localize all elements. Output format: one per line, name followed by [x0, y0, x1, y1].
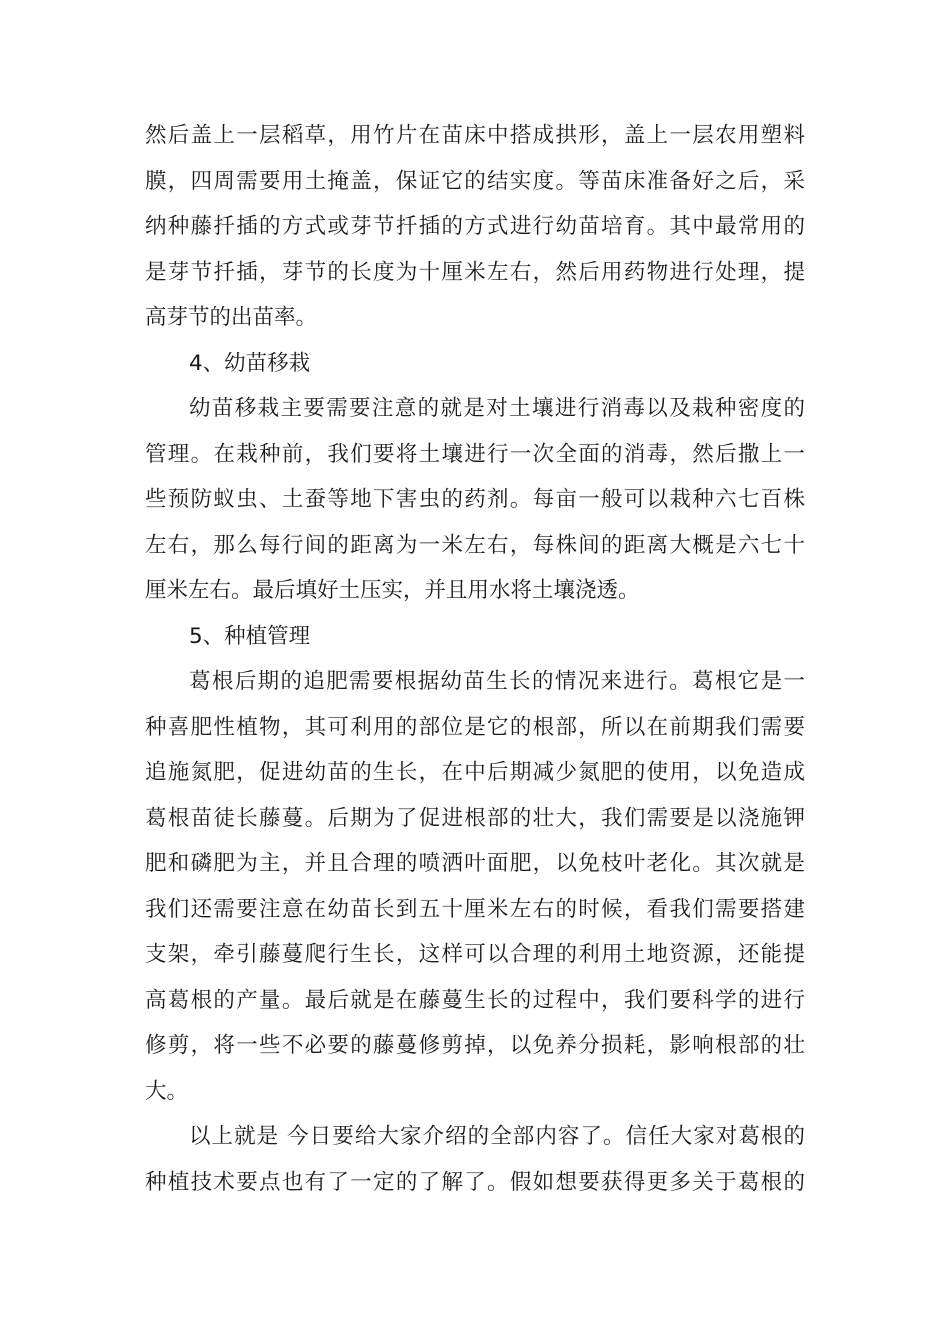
- text-line: 膜，四周需要用土掩盖，保证它的结实度。等苗床准备好之后，采: [145, 168, 805, 194]
- text-line: 追施氮肥，促进幼苗的生长，在中后期减少氮肥的使用，以免造成: [145, 760, 805, 785]
- paragraph-transplant: [145, 386, 805, 614]
- text-line: 种喜肥性植物，其可利用的部位是它的根部，所以在前期我们需要: [145, 714, 805, 740]
- text-line: 以上就是 今日要给大家介绍的全部内容了。信任大家对葛根的: [189, 1124, 805, 1149]
- text-line: 葛根后期的追肥需要根据幼苗生长的情况来进行。葛根它是一: [189, 669, 805, 694]
- text-line: 些预防蚁虫、土蚕等地下害虫的药剂。每亩一般可以栽种六七百株: [145, 487, 805, 512]
- text-line: 修剪，将一些不必要的藤蔓修剪掉，以免养分损耗，影响根部的壮: [145, 1033, 805, 1058]
- text-line: 葛根苗徒长藤蔓。后期为了促进根部的壮大，我们需要是以浇施钾: [145, 805, 805, 831]
- paragraph-seedbed: [145, 113, 805, 341]
- text-line: 纳种藤扦插的方式或芽节扦插的方式进行幼苗培育。其中最常用的: [145, 214, 805, 239]
- text-line: 然后盖上一层稻草，用竹片在苗床中搭成拱形，盖上一层农用塑料: [145, 123, 805, 148]
- text-line: 种植技术要点也有了一定的了解了。假如想要获得更多关于葛根的: [145, 1169, 805, 1195]
- text-line: 管理。在栽种前，我们要将土壤进行一次全面的消毒，然后撒上一: [145, 441, 805, 467]
- paragraph-conclusion: [145, 1114, 805, 1205]
- text-line: 厘米左右。最后填好土压实，并且用水将土壤浇透。: [145, 578, 640, 603]
- paragraph-management: [145, 659, 805, 1114]
- text-line: 幼苗移栽主要需要注意的就是对土壤进行消毒以及栽种密度的: [189, 396, 805, 421]
- text-line: 支架，牵引藤蔓爬行生长，这样可以合理的利用土地资源，还能提: [145, 942, 805, 967]
- text-line: 大。: [145, 1078, 189, 1104]
- text-line: 高芽节的出苗率。: [145, 305, 318, 330]
- text-line: 左右，那么每行间的距离为一米左右，每株间的距离大概是六七十: [145, 532, 805, 558]
- text-line: 是芽节扦插，芽节的长度为十厘米左右，然后用药物进行处理，提: [145, 259, 805, 285]
- text-line: 高葛根的产量。最后就是在藤蔓生长的过程中，我们要科学的进行: [145, 987, 805, 1013]
- section-heading-planting-management: 5、种植管理: [189, 623, 311, 649]
- document-page: [145, 113, 805, 1205]
- text-line: 我们还需要注意在幼苗长到五十厘米左右的时候，看我们需要搭建: [145, 896, 805, 922]
- section-heading-seedling-transplant: 4、幼苗移栽: [189, 350, 311, 376]
- text-line: 肥和磷肥为主，并且合理的喷洒叶面肥，以免枝叶老化。其次就是: [145, 851, 805, 876]
